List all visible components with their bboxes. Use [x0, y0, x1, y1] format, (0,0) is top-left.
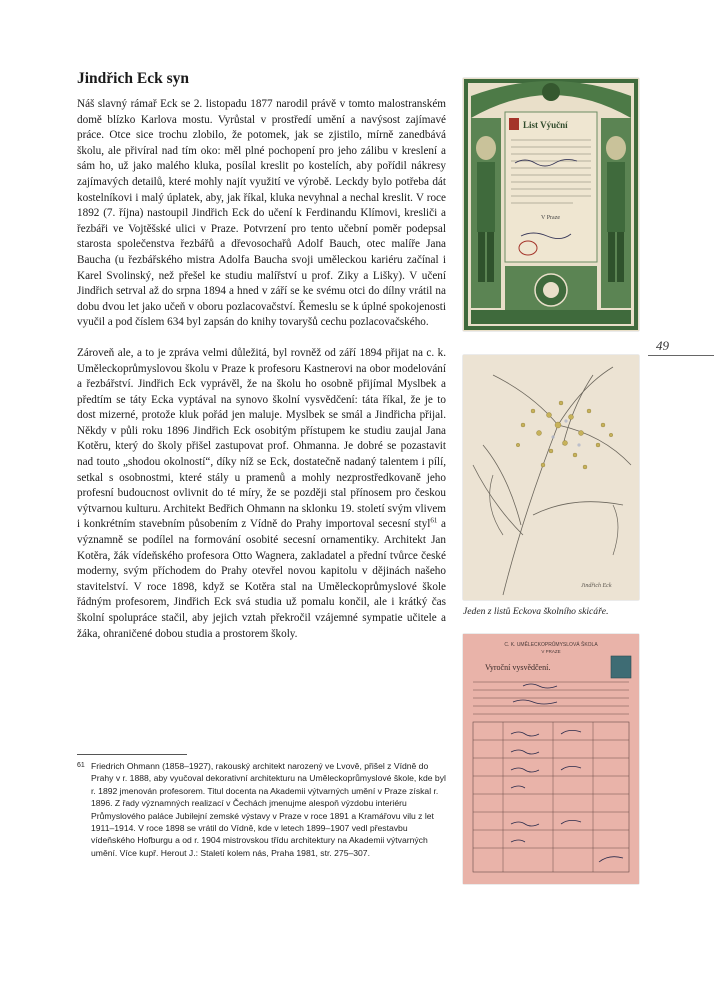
letter-place: V Praze	[541, 215, 561, 221]
footnote-reference[interactable]: 61	[430, 516, 438, 525]
paragraph-2-part-2: a významně se podílel na formování osobité secesní ornamentiky. Architekt Jan Kotěra, žák vídeňského profesora Otto Wagnera, zakladatel a přední tvůrce české moderny, svým příchodem do Prahy otevřel novou kapitolu v dějinách našeho stavitelství. V roce 1898, když se Kotěra stal na Uměleckoprůmyslové škole řádným profesorem, Jindřich Eck svá studia už pomalu končil, ale i krátký čas školní spolupráce stačil, aby jejich vztah překročil vzájemné sympatie učitele a žáka, ohraničené dobou studia a prostorem školy.	[77, 518, 446, 640]
page-number: 49	[656, 338, 669, 353]
footnote-text: Friedrich Ohmann (1858–1927), rakouský architekt narozený ve Lvově, přišel z Vídně do Prahy v r. 1888, aby vyučoval dekorativní architekturu na Uměleckoprůmyslové škole, kde byl r. 1892 jmenován profesorem. Titul docenta na Akademii výtvarných umění v Praze získal r. 1896. Z řady významných realizací v Čechách jmenujme alespoň výzdobu interiéru Průmyslového paláce Jubilejní zemské výstavy v Praze v roce 1891 a Kramářovu vilu z let 1911–1914. V roce 1898 se vrátil do Vídně, kde v letech 1899–1907 vedl přestavbu vídeňského Hofburgu a od r. 1904 mistrovskou třídu architektury na Akademii výtvarných umění. Více kupř. Herout J.: Staletí kolem nás, Praha 1981, str. 275–307.	[91, 761, 446, 858]
report-city: V PRAZE	[541, 649, 561, 654]
footnote-number: 61	[77, 762, 85, 769]
school-report-image	[463, 634, 639, 884]
letter-title: List Výuční	[523, 120, 568, 130]
footnote-divider	[77, 754, 187, 755]
school-report-illustration	[463, 634, 639, 884]
paragraph-2-part-1: Zároveň ale, a to je zpráva velmi důležitá, byl rovněž od září 1894 přijat na c. k. Uměleckoprůmyslovou školu v Praze k profesoru Kastnerovi na obor modelování a řezbářství. Jindřich Eck vyprávěl, že na školu ho osobně přijímal Myslbek a předtím se táty Ecka vyptával na synovo školní vysvědčení: táta říkal, že je to dost mizerné, protože kluk pořád jen maluje. Myslbek se smál a Jindřicha přijal. Někdy v půli roku 1896 Jindřich Eck osobitým přístupem ke studiu zaujal Jana Kotěru, který do školy přišel zastupovat prof. Ohmanna. Je dobré se pozastavit nad touto „shodou okolností“, díky níž se Eck, dostatečně nadaný talentem i pílí, setkal s osobnostmi, které stály u pramenů a mohly nezprostředkovaně jeho profesní budoucnost ovlivnit do té míry, že se později stal přínosem pro českou výtvarnou kulturu. Architekt Bedřich Ohmann na sklonku 19. století svým vlivem i konkrétním stavebním působením z Vídně do Prahy importoval secesní styl	[77, 346, 446, 531]
sketch-caption: Jeden z listů Eckova školního skicáře.	[463, 606, 609, 617]
article-heading: Jindřich Eck syn	[77, 70, 189, 87]
botanical-sketch	[463, 355, 639, 600]
apprentice-letter-illustration	[463, 78, 639, 331]
paragraph-2	[77, 346, 446, 642]
report-school: C. K. UMĚLECKOPRŮMYSLOVÁ ŠKOLA	[504, 642, 598, 648]
body-text	[77, 97, 446, 657]
page-number-rule	[648, 355, 714, 356]
footnote	[77, 760, 446, 859]
paragraph-1: Náš slavný rámař Eck se 2. listopadu 1877 narodil právě v tomto malostranském domě blízko Karlova mostu. Vyrůstal v prostředí umění a navýsost zajímavé práce. Otce sice trochu zlobilo, že potomek, jak se zjistilo, mírně zanedbává školu, ale přivíral nad tím oko: měl plné pochopení pro jeho zálibu v kreslení a sám ho, už jako malého kluka, posílal kreslit po kostelích, aby pořídil nákresy zajímavých detailů, které mohly najít využití ve výrobě. Leckdy bylo potřeba dát kostelníkovi i malý úplatek, aby, jak říkal, kluka nevyhnal a nechal kreslit. V roce 1892 (7. října) nastoupil Jindřich Eck do učení k Ferdinandu Klímovi, kresliči a řezbáři ve Vojtěšské ulici v Praze. Potvrzení pro tento učební poměr podepsal starosta společenstva řezbářů a dřevosochařů Adolf Bauch, otec malíře Jana Baucha (u řezbářského mistra Adolfa Baucha svoji uměleckou kariéru začínal i Karel Svolinský, než přešel ke studiu malířství u prof. Ziky a Lišky). V učení Jindřich setrval až do srpna 1894 a hned v září se ke svému otci do dílny vrátil na dobu dvou let jako učeň v oboru pozlacovačství. Řemeslu se k úplné spokojenosti vyučil a pod číslem 634 byl zapsán do knihy tovaryšů cechu pozlacovačského.	[77, 98, 446, 329]
report-title: Vyroční vysvědčení.	[485, 663, 551, 672]
sketch-signature: Jindřich Eck	[581, 583, 612, 589]
apprentice-letter-image	[463, 78, 639, 331]
sketch-image	[463, 355, 639, 600]
